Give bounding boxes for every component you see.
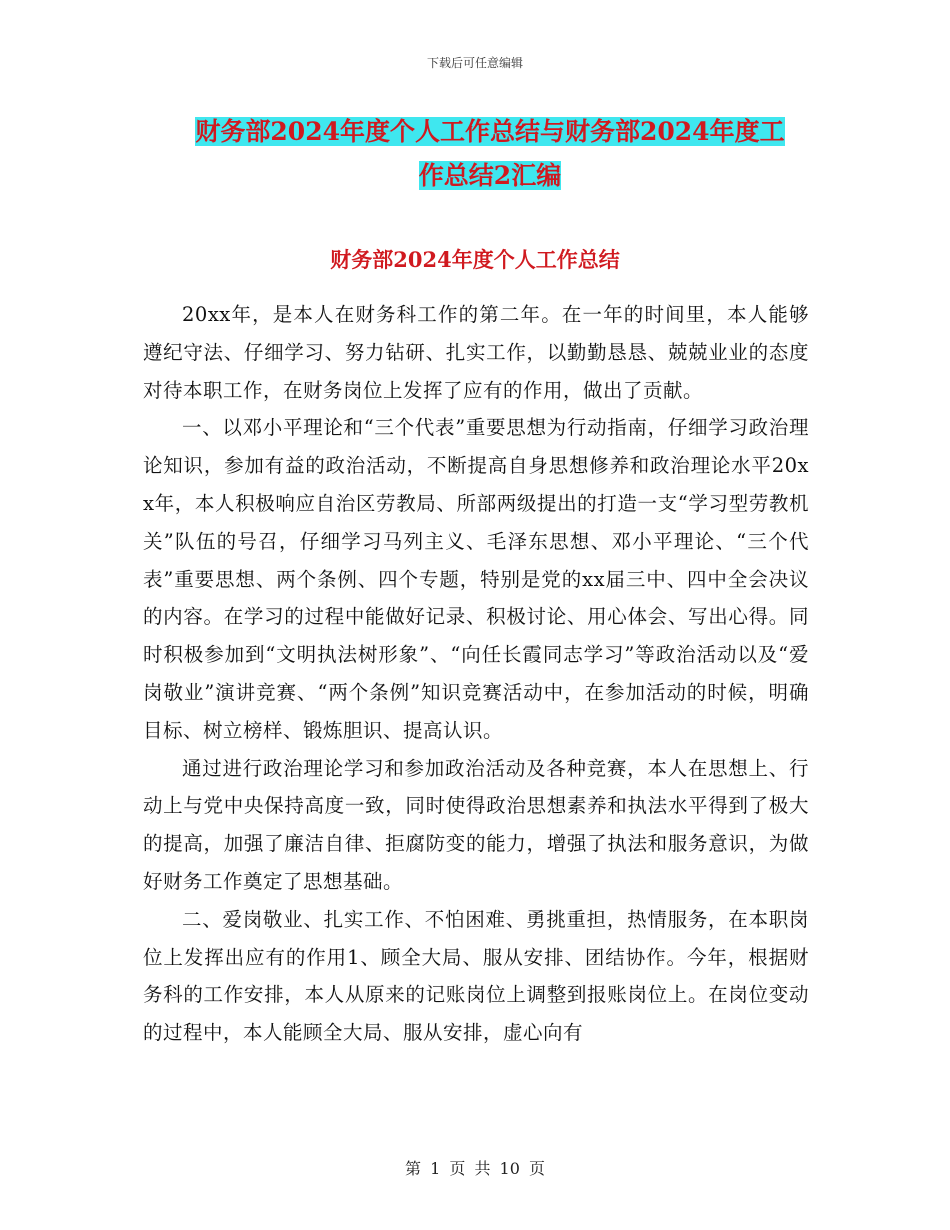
title-line-2: 作总结2汇编	[418, 161, 562, 190]
document-title	[140, 110, 840, 198]
title-line-1: 财务部2024年度个人工作总结与财务部2024年度工	[195, 117, 785, 146]
paragraph: 二、爱岗敬业、扎实工作、不怕困难、勇挑重担，热情服务，在本职岗位上发挥出应有的作用1、顾全大局、服从安排、团结协作。今年，根据财务科的工作安排，本人从原来的记账岗位上调整到报账岗位上。在岗位变动的过程中，本人能顾全大局、服从安排，虚心向有	[143, 907, 809, 1045]
paragraph: 20xx年，是本人在财务科工作的第二年。在一年的时间里，本人能够遵纪守法、仔细学习、努力钻研、扎实工作，以勤勤恳恳、兢兢业业的态度对待本职工作，在财务岗位上发挥了应有的作用，做出了贡献。	[143, 303, 809, 402]
paragraph: 一、以邓小平理论和“三个代表”重要思想为行动指南，仔细学习政治理论知识，参加有益的政治活动，不断提高自身思想修养和政治理论水平20xx年，本人积极响应自治区劳教局、所部两级提出的打造一支“学习型劳教机关”队伍的号召，仔细学习马列主义、毛泽东思想、邓小平理论、“三个代表”重要思想、两个条例、四个专题，特别是党的xx届三中、四中全会决议的内容。在学习的过程中能做好记录、积极讨论、用心体会、写出心得。同时积极参加到“文明执法树形象”、“向任长霞同志学习”等政治活动以及“爱岗敬业”演讲竞赛、“两个条例”知识竞赛活动中，在参加活动的时候，明确目标、树立榜样、锻炼胆识、提高认识。	[143, 416, 809, 742]
section-title: 财务部2024年度个人工作总结	[330, 247, 620, 272]
paragraph: 通过进行政治理论学习和参加政治活动及各种竞赛，本人在思想上、行动上与党中央保持高度一致，同时使得政治思想素养和执法水平得到了极大的提高，加强了廉洁自律、拒腐防变的能力，增强了执法和服务意识，为做好财务工作奠定了思想基础。	[143, 756, 809, 893]
page-footer: 第 1 页 共 10 页	[405, 1159, 545, 1178]
body-text	[143, 296, 809, 1052]
header-note: 下载后可任意编辑	[426, 56, 523, 70]
